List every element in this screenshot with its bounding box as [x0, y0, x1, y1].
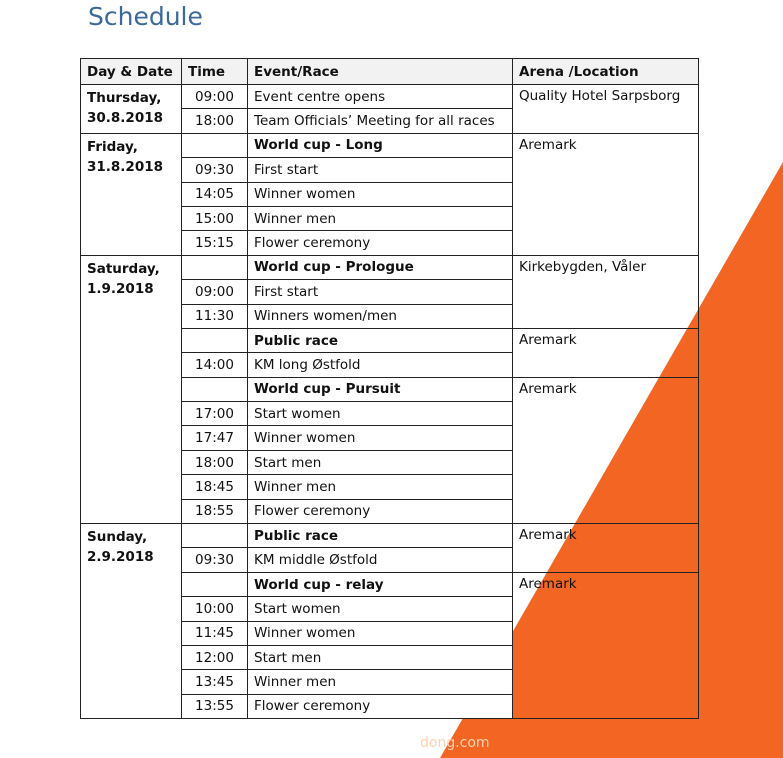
time-cell: 13:55	[182, 694, 248, 718]
column-header-time: Time	[182, 59, 248, 85]
time-cell	[182, 377, 248, 401]
event-cell: Flower ceremony	[248, 499, 513, 523]
day-date-cell: Saturday, 1.9.2018	[81, 255, 182, 523]
event-group-title: World cup - Prologue	[248, 255, 513, 279]
event-cell: Winner men	[248, 670, 513, 694]
time-cell: 09:00	[182, 280, 248, 304]
time-cell: 17:47	[182, 426, 248, 450]
table-row	[81, 133, 699, 157]
schedule-table	[80, 58, 699, 719]
event-cell: KM long Østfold	[248, 353, 513, 377]
event-cell: First start	[248, 158, 513, 182]
watermark-text: dong.com	[420, 735, 490, 751]
arena-location-cell: Aremark	[513, 133, 699, 255]
event-cell: Event centre opens	[248, 85, 513, 109]
column-header-event-race: Event/Race	[248, 59, 513, 85]
time-cell: 17:00	[182, 402, 248, 426]
event-cell: Winner women	[248, 182, 513, 206]
time-cell: 09:30	[182, 548, 248, 572]
event-cell: Winners women/men	[248, 304, 513, 328]
time-cell: 09:30	[182, 158, 248, 182]
arena-location-cell: Aremark	[513, 377, 699, 523]
event-cell: Team Officials’ Meeting for all races	[248, 109, 513, 133]
time-cell: 15:15	[182, 231, 248, 255]
arena-location-cell: Quality Hotel Sarpsborg	[513, 85, 699, 134]
time-cell: 18:00	[182, 109, 248, 133]
time-cell: 18:00	[182, 450, 248, 474]
day-date-cell: Friday, 31.8.2018	[81, 133, 182, 255]
table-row	[81, 524, 699, 548]
event-group-title: World cup - Pursuit	[248, 377, 513, 401]
event-group-title: World cup - relay	[248, 572, 513, 596]
time-cell	[182, 572, 248, 596]
time-cell: 18:45	[182, 475, 248, 499]
arena-location-cell: Aremark	[513, 524, 699, 573]
event-cell: Start women	[248, 402, 513, 426]
time-cell	[182, 328, 248, 352]
event-cell: Winner men	[248, 475, 513, 499]
event-group-title: Public race	[248, 524, 513, 548]
event-cell: Winner men	[248, 206, 513, 230]
schedule-body	[81, 85, 699, 719]
event-cell: Winner women	[248, 426, 513, 450]
time-cell: 11:45	[182, 621, 248, 645]
table-header-row	[81, 59, 699, 85]
event-cell: Start women	[248, 597, 513, 621]
time-cell: 12:00	[182, 645, 248, 669]
time-cell: 14:05	[182, 182, 248, 206]
event-cell: KM middle Østfold	[248, 548, 513, 572]
event-cell: Start men	[248, 450, 513, 474]
arena-location-cell: Aremark	[513, 328, 699, 377]
column-header-arena-location: Arena /Location	[513, 59, 699, 85]
time-cell: 09:00	[182, 85, 248, 109]
time-cell: 13:45	[182, 670, 248, 694]
event-cell: First start	[248, 280, 513, 304]
event-cell: Flower ceremony	[248, 694, 513, 718]
event-cell: Start men	[248, 645, 513, 669]
day-date-cell: Sunday, 2.9.2018	[81, 524, 182, 719]
event-cell: Winner women	[248, 621, 513, 645]
event-group-title: Public race	[248, 328, 513, 352]
column-header-day-date: Day & Date	[81, 59, 182, 85]
time-cell	[182, 255, 248, 279]
arena-location-cell: Aremark	[513, 572, 699, 718]
time-cell: 14:00	[182, 353, 248, 377]
time-cell: 15:00	[182, 206, 248, 230]
page-title: Schedule	[88, 2, 203, 31]
time-cell: 10:00	[182, 597, 248, 621]
day-date-cell: Thursday, 30.8.2018	[81, 85, 182, 134]
time-cell: 11:30	[182, 304, 248, 328]
arena-location-cell: Kirkebygden, Våler	[513, 255, 699, 328]
event-cell: Flower ceremony	[248, 231, 513, 255]
time-cell	[182, 133, 248, 157]
time-cell: 18:55	[182, 499, 248, 523]
event-group-title: World cup - Long	[248, 133, 513, 157]
time-cell	[182, 524, 248, 548]
table-row	[81, 85, 699, 109]
table-row	[81, 255, 699, 279]
